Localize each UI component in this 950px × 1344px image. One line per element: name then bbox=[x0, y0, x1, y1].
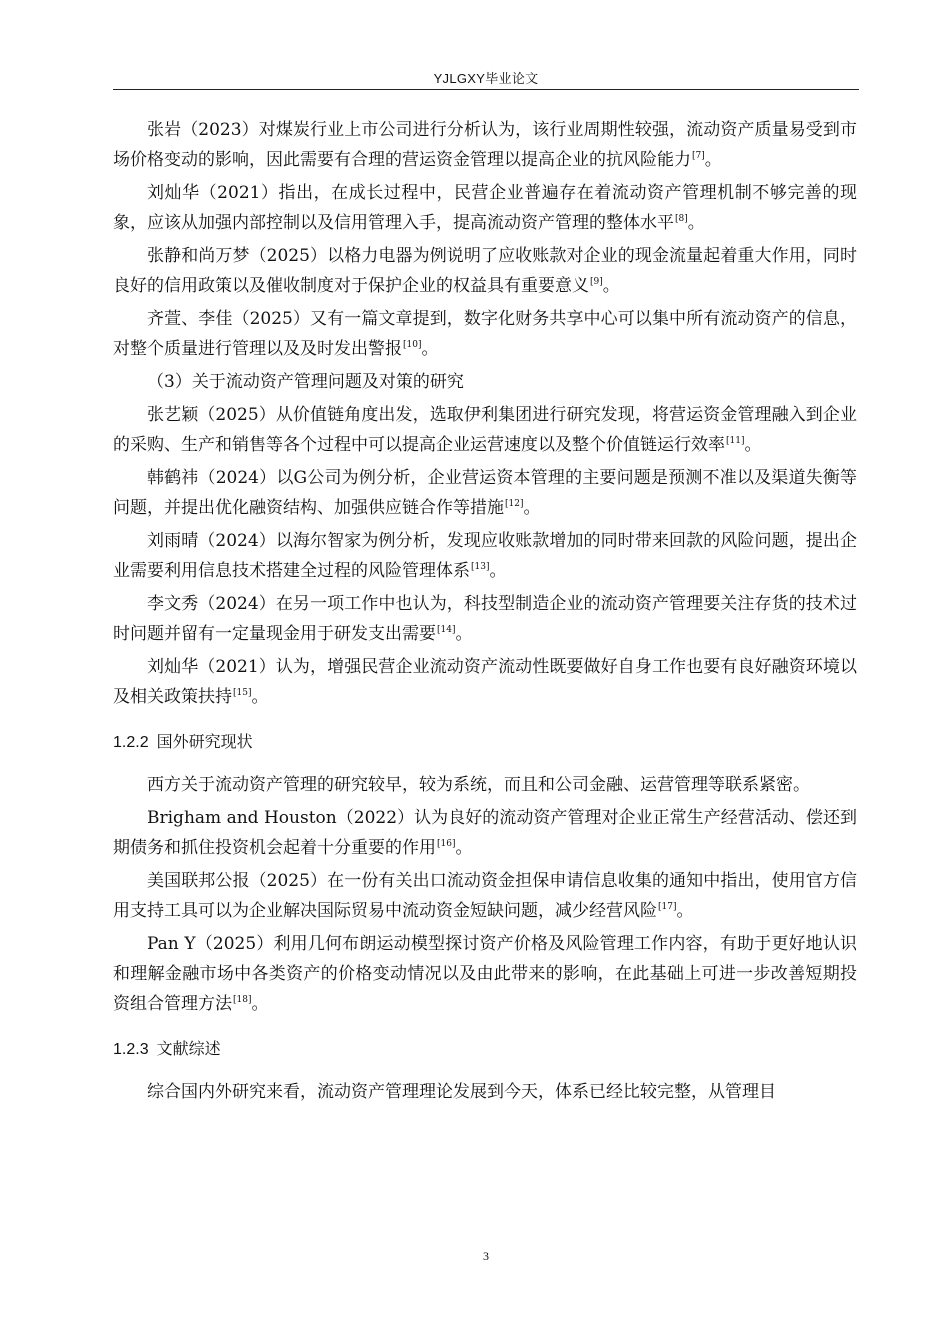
paragraph-text: 美国联邦公报（2025）在一份有关出口流动资金担保申请信息收集的通知中指出，使用官方信用支持工具可以为企业解决国际贸易中流动资金短缺问题，减少经营风险 bbox=[113, 871, 857, 921]
paragraph-group-foreign bbox=[113, 770, 857, 1019]
paragraph bbox=[113, 1077, 857, 1107]
paragraph bbox=[113, 652, 857, 712]
sentence-end: 。 bbox=[421, 339, 439, 359]
citation-ref: [12] bbox=[505, 499, 524, 509]
paragraph-text: 张静和尚万梦（2025）以格力电器为例说明了应收账款对企业的现金流量起着重大作用，同时良好的信用政策以及催收制度对于保护企业的权益具有重要意义 bbox=[113, 246, 857, 296]
citation-ref: [10] bbox=[403, 340, 422, 350]
citation-ref: [9] bbox=[590, 277, 603, 287]
sentence-end: 。 bbox=[704, 150, 722, 170]
paragraph bbox=[113, 241, 857, 301]
paragraph-group-domestic-quality bbox=[113, 115, 857, 364]
running-header: YJLGXY毕业论文 bbox=[433, 71, 539, 86]
paragraph bbox=[113, 463, 857, 523]
paragraph bbox=[113, 115, 857, 175]
citation-ref: [7] bbox=[692, 151, 705, 161]
citation-ref: [8] bbox=[675, 214, 688, 224]
paragraph-group-review bbox=[113, 1077, 857, 1107]
page-number: 3 bbox=[483, 1249, 489, 1263]
paragraph-text: 刘灿华（2021）认为，增强民营企业流动资产流动性既要做好自身工作也要有良好融资环境以及相关政策扶持 bbox=[113, 657, 857, 707]
paragraph-text: Brigham and Houston（2022）认为良好的流动资产管理对企业正常生产经营活动、偿还到期债务和抓住投资机会起着十分重要的作用 bbox=[113, 808, 857, 858]
section-heading-1-2-3 bbox=[113, 1035, 857, 1065]
citation-ref: [14] bbox=[437, 625, 456, 635]
sentence-end: 。 bbox=[455, 624, 473, 644]
paragraph-text: Pan Y（2025）利用几何布朗运动模型探讨资产价格及风险管理工作内容，有助于更好地认识和理解金融市场中各类资产的价格变动情况以及由此带来的影响，在此基础上可进一步改善短期投资组合管理方法 bbox=[113, 934, 857, 1014]
paragraph-text: 张艺颖（2025）从价值链角度出发，选取伊利集团进行研究发现，将营运资金管理融入到企业的采购、生产和销售等各个过程中可以提高企业运营速度以及整个价值链运行效率 bbox=[113, 405, 857, 455]
paragraph bbox=[113, 866, 857, 926]
subheading-3: （3）关于流动资产管理问题及对策的研究 bbox=[147, 372, 464, 392]
citation-ref: [15] bbox=[233, 688, 252, 698]
paragraph bbox=[113, 304, 857, 364]
sentence-end: 。 bbox=[523, 498, 541, 518]
sentence-end: 。 bbox=[251, 687, 269, 707]
paragraph-text: 综合国内外研究来看，流动资产管理理论发展到今天，体系已经比较完整，从管理目 bbox=[147, 1082, 776, 1102]
paragraph-text: 刘雨晴（2024）以海尔智家为例分析，发现应收账款增加的同时带来回款的风险问题，提出企业需要利用信息技术搭建全过程的风险管理体系 bbox=[113, 531, 857, 581]
sentence-end: 。 bbox=[251, 994, 269, 1014]
paragraph-text: 张岩（2023）对煤炭行业上市公司进行分析认为，该行业周期性较强，流动资产质量易受到市场价格变动的影响，因此需要有合理的营运资金管理以提高企业的抗风险能力 bbox=[113, 120, 857, 170]
paragraph-text: 西方关于流动资产管理的研究较早，较为系统，而且和公司金融、运营管理等联系紧密。 bbox=[147, 775, 810, 795]
citation-ref: [11] bbox=[726, 436, 745, 446]
citation-ref: [17] bbox=[658, 902, 677, 912]
section-number: 1.2.3 bbox=[113, 1041, 149, 1058]
sentence-end: 。 bbox=[744, 435, 762, 455]
section-heading-1-2-2 bbox=[113, 728, 857, 758]
paragraph-text: 齐萱、李佳（2025）又有一篇文章提到，数字化财务共享中心可以集中所有流动资产的信息，对整个质量进行管理以及及时发出警报 bbox=[113, 309, 857, 359]
paragraph bbox=[113, 770, 857, 800]
sentence-end: 。 bbox=[489, 561, 507, 581]
section-title: 文献综述 bbox=[156, 1041, 221, 1058]
section-number: 1.2.2 bbox=[113, 734, 149, 751]
sentence-end: 。 bbox=[676, 901, 694, 921]
sentence-end: 。 bbox=[602, 276, 620, 296]
paragraph-group-domestic-problems bbox=[113, 400, 857, 712]
sentence-end: 。 bbox=[687, 213, 705, 233]
citation-ref: [13] bbox=[471, 562, 490, 572]
citation-ref: [18] bbox=[233, 995, 252, 1005]
paragraph bbox=[113, 803, 857, 863]
paragraph bbox=[113, 178, 857, 238]
sentence-end: 。 bbox=[455, 838, 473, 858]
paragraph-text: 韩鹤祎（2024）以G公司为例分析，企业营运资本管理的主要问题是预测不准以及渠道失衡等问题，并提出优化融资结构、加强供应链合作等措施 bbox=[113, 468, 857, 518]
paragraph-text: 刘灿华（2021）指出，在成长过程中，民营企业普遍存在着流动资产管理机制不够完善的现象，应该从加强内部控制以及信用管理入手，提高流动资产管理的整体水平 bbox=[113, 183, 857, 233]
paragraph bbox=[113, 526, 857, 586]
citation-ref: [16] bbox=[437, 839, 456, 849]
paragraph bbox=[113, 929, 857, 1019]
paragraph bbox=[113, 589, 857, 649]
section-title: 国外研究现状 bbox=[156, 734, 253, 751]
body-text bbox=[113, 115, 857, 1110]
header-rule bbox=[113, 89, 859, 90]
paragraph bbox=[113, 400, 857, 460]
paragraph-text: 李文秀（2024）在另一项工作中也认为，科技型制造企业的流动资产管理要关注存货的技术过时问题并留有一定量现金用于研发支出需要 bbox=[113, 594, 857, 644]
